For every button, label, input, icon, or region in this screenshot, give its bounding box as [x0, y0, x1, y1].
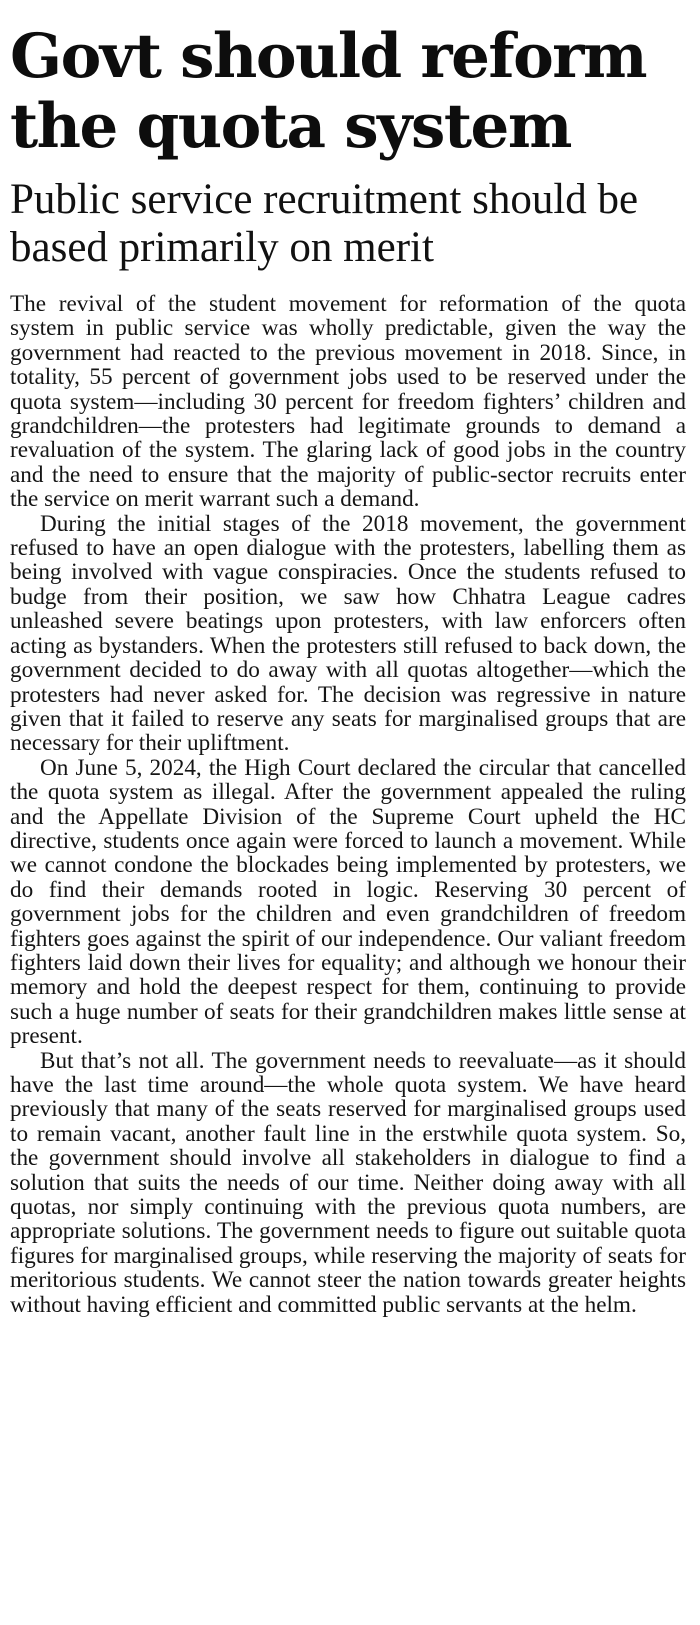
article-body — [10, 292, 686, 1317]
editorial-article — [10, 22, 686, 1317]
subheadline: Public service recruitment should be based primarily on merit — [10, 176, 639, 271]
headline: Govt should reform the quota system — [10, 21, 646, 162]
paragraph-2: During the initial stages of the 2018 movement, the government refused to have an open dialogue with the protesters, labelling them as being involved with vague conspiracies. Once the students refused to budge from their position, we saw how Chhatra League cadres unleashed severe beatings upon protesters, with law enforcers often acting as bystanders. When the protesters still refused to back down, the government decided to do away with all quotas altogether—which the protesters had never asked for. The decision was regressive in nature given that it failed to reserve any seats for marginalised groups that are necessary for their upliftment. — [10, 510, 686, 757]
paragraph-1: The revival of the student movement for reformation of the quota system in public service was wholly predictable, given the way the government had reacted to the previous movement in 2018. Since, in totality, 55 percent of government jobs used to be reserved under the quota system—including 30 percent for freedom fighters’ children and grandchildren—the protesters had legitimate grounds to demand a revaluation of the system. The glaring lack of good jobs in the country and the need to ensure that the majority of public-sector recruits enter the service on merit warrant such a demand. — [10, 291, 686, 513]
paragraph-4: But that’s not all. The government needs to reevaluate—as it should have the last time around—the whole quota system. We have heard previously that many of the seats reserved for marginalised groups used to remain vacant, another fault line in the erstwhile quota system. So, the government should involve all stakeholders in dialogue to find a solution that suits the needs of our time. Neither doing away with all quotas, nor simply continuing with the previous quota numbers, are appropriate solutions. The government needs to figure out suitable quota figures for marginalised groups, while reserving the majority of seats for meritorious students. We cannot steer the nation towards greater heights without having efficient and committed public servants at the helm. — [10, 1047, 686, 1318]
paragraph-3: On June 5, 2024, the High Court declared the circular that cancelled the quota system as illegal. After the government appealed the ruling and the Appellate Division of the Supreme Court upheld the HC directive, students once again were forced to launch a movement. While we cannot condone the blockades being implemented by protesters, we do find their demands rooted in logic. Reserving 30 percent of government jobs for the children and even grandchildren of freedom fighters goes against the spirit of our independence. Our valiant freedom fighters laid down their lives for equality; and although we honour their memory and hold the deepest respect for them, continuing to provide such a huge number of seats for their grandchildren makes little sense at present. — [10, 754, 686, 1050]
